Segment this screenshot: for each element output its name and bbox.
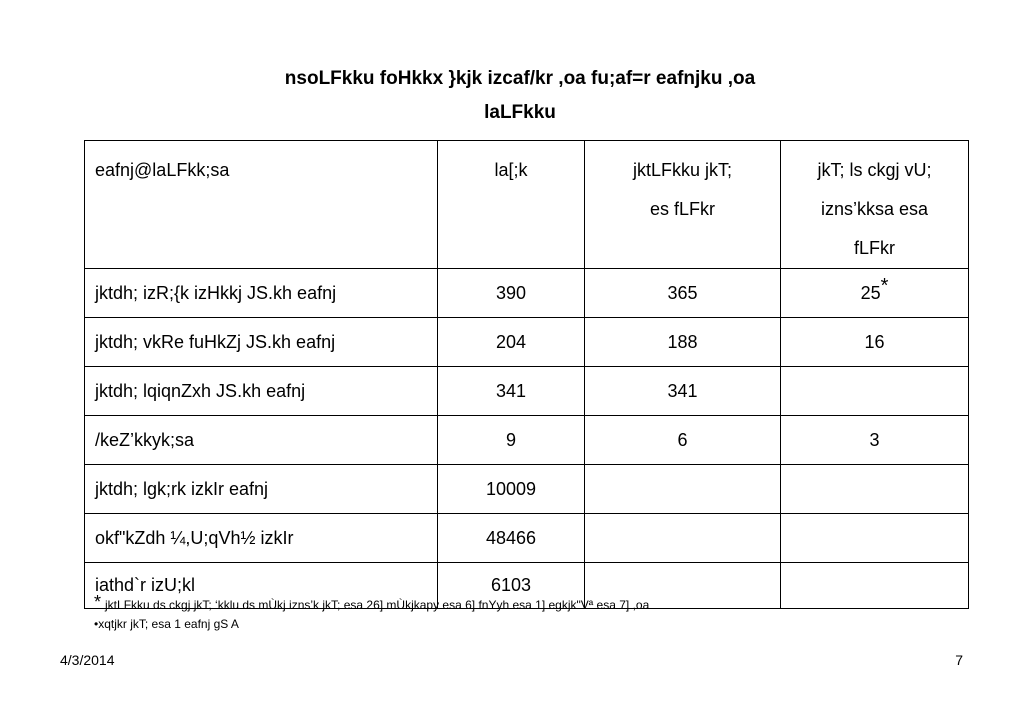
slide-date: 4/3/2014 <box>60 652 115 668</box>
row-outside-state <box>781 269 969 318</box>
row-name: /keZ’kkyk;sa <box>85 416 438 465</box>
footnote-1-text: jktLFkku ds ckgj jkT; ‘kklu ds mÙkj izns’k jkT; esa 26] mÙkjkapy esa 6] fnYyh esa 1] egkjk"Vª esa 7] ,oa <box>105 598 650 612</box>
row-name: iathd`r izU;kl <box>85 563 438 609</box>
row-count: 9 <box>438 416 585 465</box>
row-in-state: 188 <box>585 318 781 367</box>
table-row <box>85 269 969 318</box>
footnote-2: •xqtjkr jkT; esa 1 eafnj gS A <box>94 617 239 631</box>
row-outside-state: 3 <box>781 416 969 465</box>
footnote-marker: * <box>880 274 889 297</box>
table-row <box>85 416 969 465</box>
row-outside-state <box>781 367 969 416</box>
table-header-row <box>85 141 969 269</box>
row-name: jktdh; lqiqnZxh JS.kh eafnj <box>85 367 438 416</box>
row-count: 390 <box>438 269 585 318</box>
temples-table <box>84 140 969 609</box>
title-line-1: nsoLFkku foHkkx }kjk izcaf/kr ,oa fu;af=r eafnjku ,oa <box>284 68 756 89</box>
row-name: jktdh; vkRe fuHkZj JS.kh eafnj <box>85 318 438 367</box>
row-in-state <box>585 465 781 514</box>
table-row <box>85 514 969 563</box>
row-outside-state <box>781 465 969 514</box>
row-count: 204 <box>438 318 585 367</box>
row-count: 341 <box>438 367 585 416</box>
row-outside-state <box>781 514 969 563</box>
row-count: 10009 <box>438 465 585 514</box>
slide-title <box>150 62 890 130</box>
outside-value: 25 <box>860 282 881 303</box>
row-outside-state <box>781 563 969 609</box>
row-in-state: 341 <box>585 367 781 416</box>
row-count: 6103 <box>438 563 585 609</box>
footnote-star: * <box>94 592 102 612</box>
row-name: jktdh; izR;{k izHkkj JS.kh eafnj <box>85 269 438 318</box>
table-row <box>85 367 969 416</box>
row-name: okf"kZdh ¼,U;qVh½ izkIr <box>85 514 438 563</box>
row-outside-state: 16 <box>781 318 969 367</box>
table-row <box>85 318 969 367</box>
row-count: 48466 <box>438 514 585 563</box>
row-in-state: 365 <box>585 269 781 318</box>
row-name: jktdh; lgk;rk izkIr eafnj <box>85 465 438 514</box>
header-count: la[;k <box>438 141 585 269</box>
footnote-1 <box>94 592 650 615</box>
row-in-state: 6 <box>585 416 781 465</box>
slide-page-number: 7 <box>955 652 963 668</box>
row-in-state <box>585 514 781 563</box>
table-row <box>85 465 969 514</box>
header-name: eafnj@laLFkk;sa <box>85 141 438 269</box>
title-line-2: laLFkku <box>484 102 556 123</box>
header-outside-state: jkT; ls ckgj vU; izns’kksa esa fLFkr <box>781 141 969 269</box>
header-in-state: jktLFkku jkT; es fLFkr <box>585 141 781 269</box>
footnotes <box>94 592 650 634</box>
